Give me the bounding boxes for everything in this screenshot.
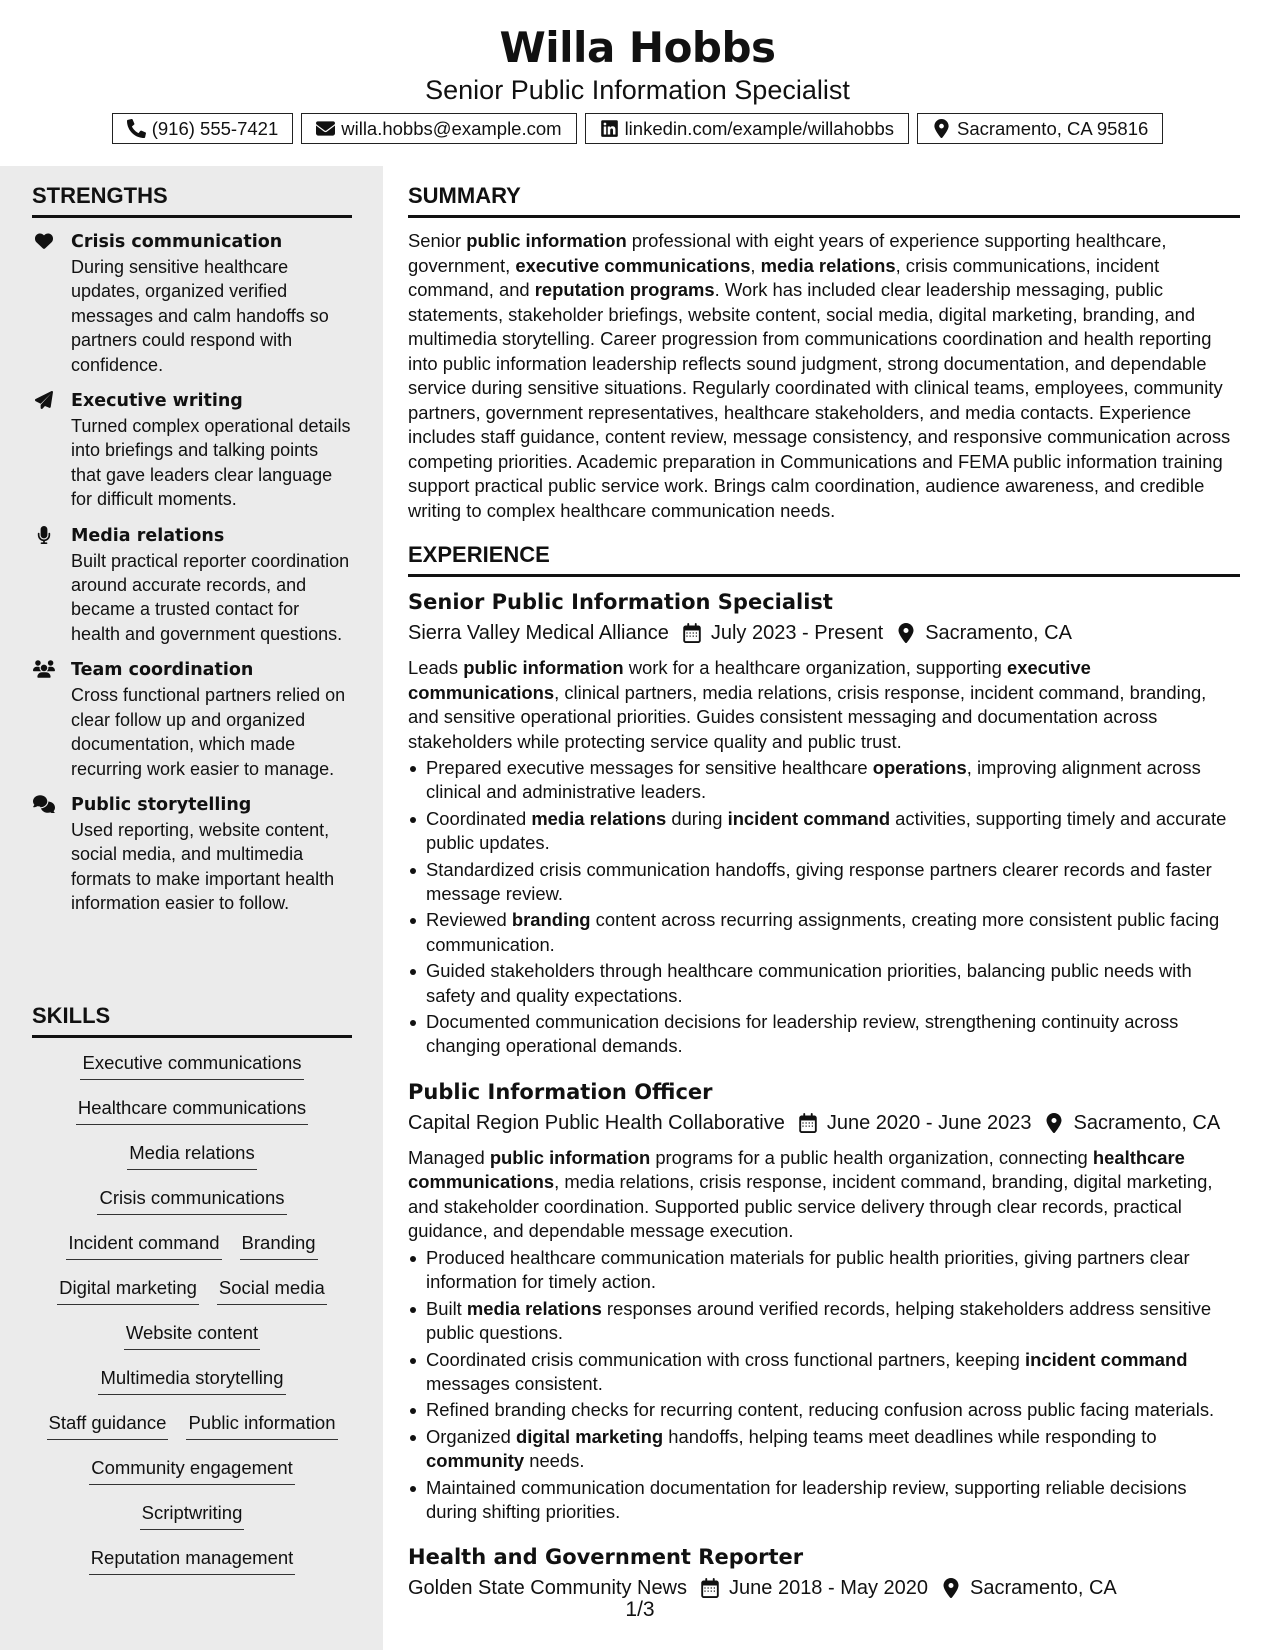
strength-title: Media relations [71,525,225,546]
candidate-title: Senior Public Information Specialist [425,75,850,105]
comments-icon [33,795,55,813]
users-icon [33,660,55,678]
skills-list [32,1050,352,1590]
skill-row [32,1140,352,1185]
job-dates: June 2020 - June 2023 [826,1111,1032,1134]
skill-tag: Scriptwriting [140,1500,245,1530]
skill-tag: Digital marketing [57,1275,199,1305]
jobs-list [408,587,1240,1603]
microphone-icon [33,526,55,544]
job-company: Golden State Community News [408,1577,688,1600]
skill-tag: Reputation management [89,1545,296,1575]
skill-tag: Crisis communications [97,1185,286,1215]
job-bullet: Guided stakeholders through healthcare communication priorities, balancing public needs with safety and quality expectations. [408,959,1240,1008]
skills-section [32,1002,352,1590]
skill-row [32,1410,352,1455]
envelope-icon [316,119,335,138]
job-meta [408,1108,1240,1138]
strength-desc: Cross functional partners relied on clear follow up and organized documentation, which made recurring work easier to manage. [71,685,346,779]
summary-heading: SUMMARY [408,182,1240,218]
skill-row [32,1455,352,1500]
strength-desc: Used reporting, website content, social media, and multimedia formats to make important health information easier to follow. [71,819,335,914]
skill-row [32,1275,352,1320]
job-title: Senior Public Information Specialist [408,590,833,614]
skill-tag: Public information [186,1410,337,1440]
strength-desc: Turned complex operational details into briefings and talking points that gave leaders clear language for difficult moments. [71,416,351,510]
job-bullet: Produced healthcare communication materials for public health priorities, giving partners clear information for timely action. [408,1246,1240,1295]
job-bullet: Refined branding checks for recurring content, reducing confusion across public facing materials. [408,1398,1240,1422]
strength-title: Crisis communication [71,232,283,252]
linkedin-icon [600,119,619,138]
job-dates: June 2018 - May 2020 [729,1577,929,1600]
job-company: Capital Region Public Health Collaborative [408,1111,785,1134]
job-dates: July 2023 - Present [710,622,884,644]
job-description: Leads public information work for a healthcare organization, supporting executive communications, clinical partners, media relations, crisis response, incident command, branding, and sensitive operational priorities. Guides consistent messaging and documentation across stakeholders while protecting service quality and public trust. [408,657,1207,752]
skill-tag: Branding [240,1230,318,1260]
page-number: 1/3 [625,1598,655,1621]
job-location: Sacramento, CA [925,622,1072,644]
contact-phone-text: (916) 555-7421 [151,117,279,139]
skills-heading: SKILLS [32,1002,352,1038]
map-pin-icon [1045,1113,1063,1133]
contact-phone [112,113,294,144]
contact-location [917,113,1163,144]
skill-tag: Website content [124,1320,260,1350]
phone-icon [127,119,146,138]
job-location: Sacramento, CA [1073,1111,1221,1134]
strength-item [32,792,352,916]
map-pin-icon [932,119,951,138]
skill-row [32,1050,352,1095]
contact-linkedin [585,113,909,144]
calendar-icon [799,1113,817,1133]
job-bullet: Prepared executive messages for sensitive healthcare operations, improving alignment across clinical and administrative leaders. [408,756,1240,805]
skill-row [32,1500,352,1545]
strengths-section [32,182,352,916]
strengths-heading: STRENGTHS [32,182,352,218]
strength-desc: Built practical reporter coordination around accurate records, and became a trusted contact for health and government questions. [71,550,350,644]
strength-title: Executive writing [71,391,243,412]
job-meta [408,1573,1240,1603]
skill-tag: Healthcare communications [76,1095,308,1125]
strength-item [32,657,352,781]
skill-row [32,1095,352,1140]
contact-linkedin-text: linkedin.com/example/willahobbs [624,117,894,139]
job-title: Public Information Officer [408,1079,713,1104]
paper-plane-icon [33,391,55,409]
job-bullet: Maintained communication documentation for leadership review, supporting reliable decisions during shifting priorities. [408,1476,1240,1525]
skill-row [32,1545,352,1590]
job-bullet: Organized digital marketing handoffs, helping teams meet deadlines while responding to community needs. [408,1425,1240,1474]
skill-row [32,1320,352,1365]
job-entry [408,587,1240,1059]
summary-text: Senior public information professional with eight years of experience supporting healthcare, government, executive communications, media relations, crisis communications, incident command, and reputation programs. Work has included clear leadership messaging, public statements, stakeholder briefings, website content, social media, digital marketing, branding, and multimedia storytelling. Career progression from communications coordination and health reporting into public information leadership reflects sound judgment, strong documentation, and dependable service during sensitive situations. Regularly coordinated with clinical teams, employees, community partners, government representatives, healthcare stakeholders, and media contacts. Experience includes staff guidance, content review, message consistency, and responsive communication across competing priorities. Academic preparation in Communications and FEMA public information training support practical public service work. Brings calm coordination, audience awareness, and credible writing to complex healthcare communication needs. [408,230,1231,521]
skill-row [32,1185,352,1230]
skill-row [32,1365,352,1410]
skill-tag: Multimedia storytelling [98,1365,285,1395]
job-location: Sacramento, CA [970,1577,1117,1600]
job-description: Managed public information programs for a public health organization, connecting healthcare communications, media relations, crisis response, incident command, branding, digital marketing, and stakeholder coordination. Supported public service delivery through clear records, practical guidance, and dependable message execution. [408,1146,1213,1242]
calendar-icon [683,623,701,643]
job-title: Health and Government Reporter [408,1545,804,1570]
skill-tag: Social media [217,1275,327,1305]
skill-tag: Incident command [66,1230,221,1260]
summary-section [408,182,1240,523]
strength-item [32,523,352,647]
job-meta [408,618,1240,648]
job-bullet: Coordinated media relations during incident command activities, supporting timely and accurate public updates. [408,807,1240,856]
strength-item [32,388,352,512]
contact-email-text: willa.hobbs@example.com [341,117,562,139]
skill-tag: Executive communications [80,1050,303,1080]
skill-row [32,1230,352,1275]
candidate-name: Willa Hobbs [499,23,776,72]
job-entry [408,1077,1240,1524]
contact-location-text: Sacramento, CA 95816 [956,117,1149,139]
job-bullet: Coordinated crisis communication with cross functional partners, keeping incident command messages consistent. [408,1348,1240,1397]
job-bullets [408,756,1240,1059]
sidebar [0,166,383,1650]
strength-item [32,229,352,377]
job-company: Sierra Valley Medical Alliance [408,622,669,644]
skill-tag: Staff guidance [47,1410,169,1440]
map-pin-icon [942,1578,960,1598]
experience-section [408,541,1240,1603]
strength-title: Public storytelling [71,794,252,815]
map-pin-icon [897,623,915,643]
heart-icon [33,232,55,250]
job-bullets [408,1246,1240,1524]
calendar-icon [701,1578,719,1598]
skill-tag: Community engagement [89,1455,295,1485]
strength-title: Team coordination [71,660,254,681]
contact-bar [0,113,1275,144]
job-bullet: Reviewed branding content across recurring assignments, creating more consistent public facing communication. [408,908,1240,957]
job-bullet: Built media relations responses around verified records, helping stakeholders address sensitive public questions. [408,1297,1240,1346]
job-bullet: Documented communication decisions for leadership review, strengthening continuity across changing operational demands. [408,1010,1240,1059]
main-content [408,166,1240,1603]
skill-tag: Media relations [127,1140,256,1170]
job-bullet: Standardized crisis communication handoffs, giving response partners clearer records and faster message review. [408,858,1240,907]
experience-heading: EXPERIENCE [408,541,1240,577]
strength-desc: During sensitive healthcare updates, organized verified messages and calm handoffs so partners could respond with confidence. [71,257,329,375]
job-entry [408,1542,1240,1603]
contact-email [301,113,576,144]
